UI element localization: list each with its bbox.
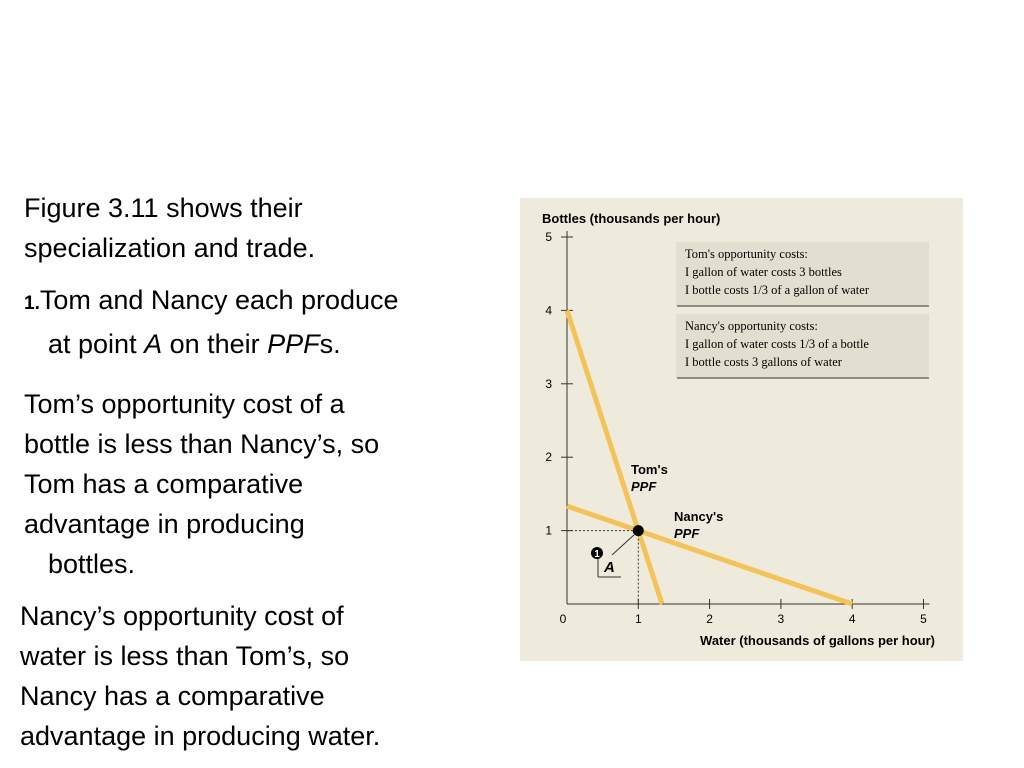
- y-tick-label: 5: [545, 230, 552, 244]
- tom-line: advantage in producing: [24, 509, 305, 539]
- point-a-label: A: [604, 559, 615, 576]
- tom-ppf-label: Tom's: [631, 462, 668, 477]
- tom-box-line: I gallon of water costs 3 bottles: [685, 265, 842, 279]
- x-tick-label: 2: [706, 612, 713, 626]
- chart-svg: [520, 198, 963, 661]
- ppf-chart: [520, 198, 963, 661]
- tom-line: Tom’s opportunity cost of a: [24, 389, 345, 419]
- nancy-line: Nancy has a comparative: [20, 681, 325, 711]
- x-tick-label: 5: [920, 612, 927, 626]
- point-number: 1.: [24, 293, 40, 314]
- nancy-line: Nancy’s opportunity cost of: [20, 601, 344, 631]
- step-marker-number: 1: [594, 549, 600, 560]
- nancy-ppf-label: Nancy's: [674, 509, 724, 524]
- tom-line: Tom has a comparative: [24, 469, 304, 499]
- point-1: [24, 280, 504, 364]
- point-1-mid: on their: [162, 329, 268, 359]
- nancy-ppf-label-sub: PPF: [674, 526, 700, 541]
- point-1-pre: at point: [48, 329, 145, 359]
- point-1-line-1: [24, 280, 504, 324]
- nancy-box-line: I gallon of water costs 1/3 of a bottle: [685, 337, 869, 351]
- nancy-opportunity-box: [676, 314, 929, 378]
- y-tick-label: 1: [545, 523, 552, 538]
- y-tick-label: 3: [545, 376, 552, 391]
- tom-line: bottle is less than Nancy’s, so: [24, 429, 380, 459]
- point-1-post: s.: [319, 329, 341, 359]
- ppf-variable: PPF: [267, 329, 320, 359]
- tom-opportunity-box: [676, 242, 929, 306]
- point-a-group: [567, 525, 644, 604]
- point-a-variable: A: [144, 329, 163, 359]
- y-tick-label: 2: [545, 450, 552, 465]
- x-tick-label: 0: [559, 612, 567, 626]
- y-tick-label: 4: [545, 303, 552, 318]
- tom-paragraph: [24, 384, 494, 584]
- tom-box-line: I bottle costs 1/3 of a gallon of water: [685, 283, 869, 297]
- nancy-line: water is less than Tom’s, so: [20, 641, 350, 671]
- point-a-marker: [633, 525, 644, 536]
- intro-text: [24, 188, 504, 268]
- nancy-box-title: Nancy's opportunity costs:: [685, 319, 818, 333]
- tom-ppf-label-sub: PPF: [631, 479, 657, 494]
- point-a-leader: [612, 535, 634, 555]
- tom-box-title: Tom's opportunity costs:: [685, 247, 808, 261]
- nancy-box-line: I bottle costs 3 gallons of water: [685, 355, 842, 369]
- x-axis-title: Water (thousands of gallons per hour): [700, 633, 935, 648]
- nancy-paragraph: [20, 596, 490, 756]
- x-tick-label: 3: [777, 612, 785, 626]
- intro-line: Figure 3.11 shows their: [24, 193, 303, 223]
- nancy-line: advantage in producing water.: [20, 721, 381, 751]
- point-1-line-2: [24, 324, 504, 364]
- x-tick-label: 4: [848, 612, 856, 626]
- x-tick-label: 1: [634, 612, 642, 626]
- point-1-text: Tom and Nancy each produce: [39, 285, 399, 315]
- y-axis-title: Bottles (thousands per hour): [542, 211, 721, 226]
- intro-line: specialization and trade.: [24, 233, 316, 263]
- tom-line: bottles.: [48, 549, 136, 579]
